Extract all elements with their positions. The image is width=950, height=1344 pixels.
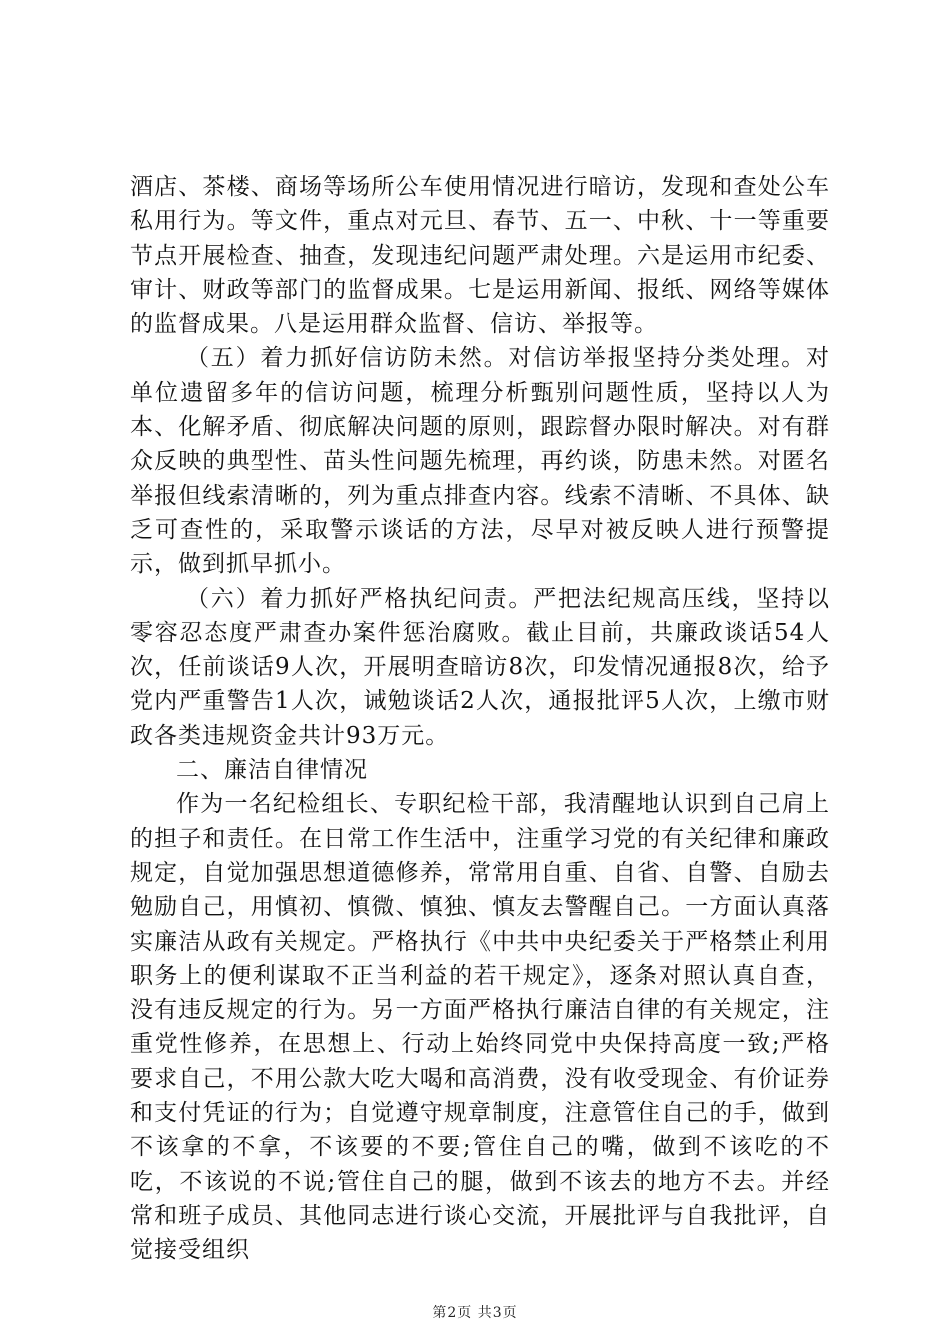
paragraph-self-discipline: 作为一名纪检组长、专职纪检干部，我清醒地认识到自己肩上的担子和责任。在日常工作生活中，注重学习党的有关纪律和廉政规定，自觉加强思想道德修养，常常用自重、自省、自警、自励去勉励自己，用慎初、慎微、慎独、慎友去警醒自己。一方面认真落实廉洁从政有关规定。严格执行《中共中央纪委关于严格禁止利用职务上的便利谋取不正当利益的若干规定》，逐条对照认真自查，没有违反规定的行为。另一方面严格执行廉洁自律的有关规定，注重党性修养，在思想上、行动上始终同党中央保持高度一致;严格要求自己，不用公款大吃大喝和高消费，没有收受现金、有价证券和支付凭证的行为；自觉遵守规章制度，注意管住自己的手，做到不该拿的不拿，不该要的不要;管住自己的嘴，做到不该吃的不吃，不该说的不说;管住自己的腿，做到不该去的地方不去。并经常和班子成员、其他同志进行谈心交流，开展批评与自我批评，自觉接受组织	[130, 791, 830, 1264]
page-number-footer: 第2页 共3页	[432, 1305, 518, 1321]
paragraph-discipline-accountability: （六）着力抓好严格执纪问责。严把法纪规高压线，坚持以零容忍态度严肃查办案件惩治腐败。截止目前，共廉政谈话54人次，任前谈话9人次，开展明查暗访8次，印发情况通报8次，给予党内严重警告1人次，诫勉谈话2人次，通报批评5人次，上缴市财政各类违规资金共计93万元。	[130, 585, 830, 749]
document-body	[130, 170, 830, 1268]
section-heading-self-discipline: 二、廉洁自律情况	[176, 757, 368, 784]
paragraph-supervision-continued: 酒店、茶楼、商场等场所公车使用情况进行暗访，发现和查处公车私用行为。等文件，重点对元旦、春节、五一、中秋、十一等重要节点开展检查、抽查，发现违纪问题严肃处理。六是运用市纪委、审计、财政等部门的监督成果。七是运用新闻、报纸、网络等媒体的监督成果。八是运用群众监督、信访、举报等。	[130, 174, 830, 338]
paragraph-petition-prevention: （五）着力抓好信访防未然。对信访举报坚持分类处理。对单位遗留多年的信访问题，梳理分析甄别问题性质，坚持以人为本、化解矛盾、彻底解决问题的原则，跟踪督办限时解决。对有群众反映的典型性、苗头性问题先梳理，再约谈，防患未然。对匿名举报但线索清晰的，列为重点排查内容。线索不清晰、不具体、缺乏可查性的，采取警示谈话的方法，尽早对被反映人进行预警提示，做到抓早抓小。	[130, 345, 830, 578]
